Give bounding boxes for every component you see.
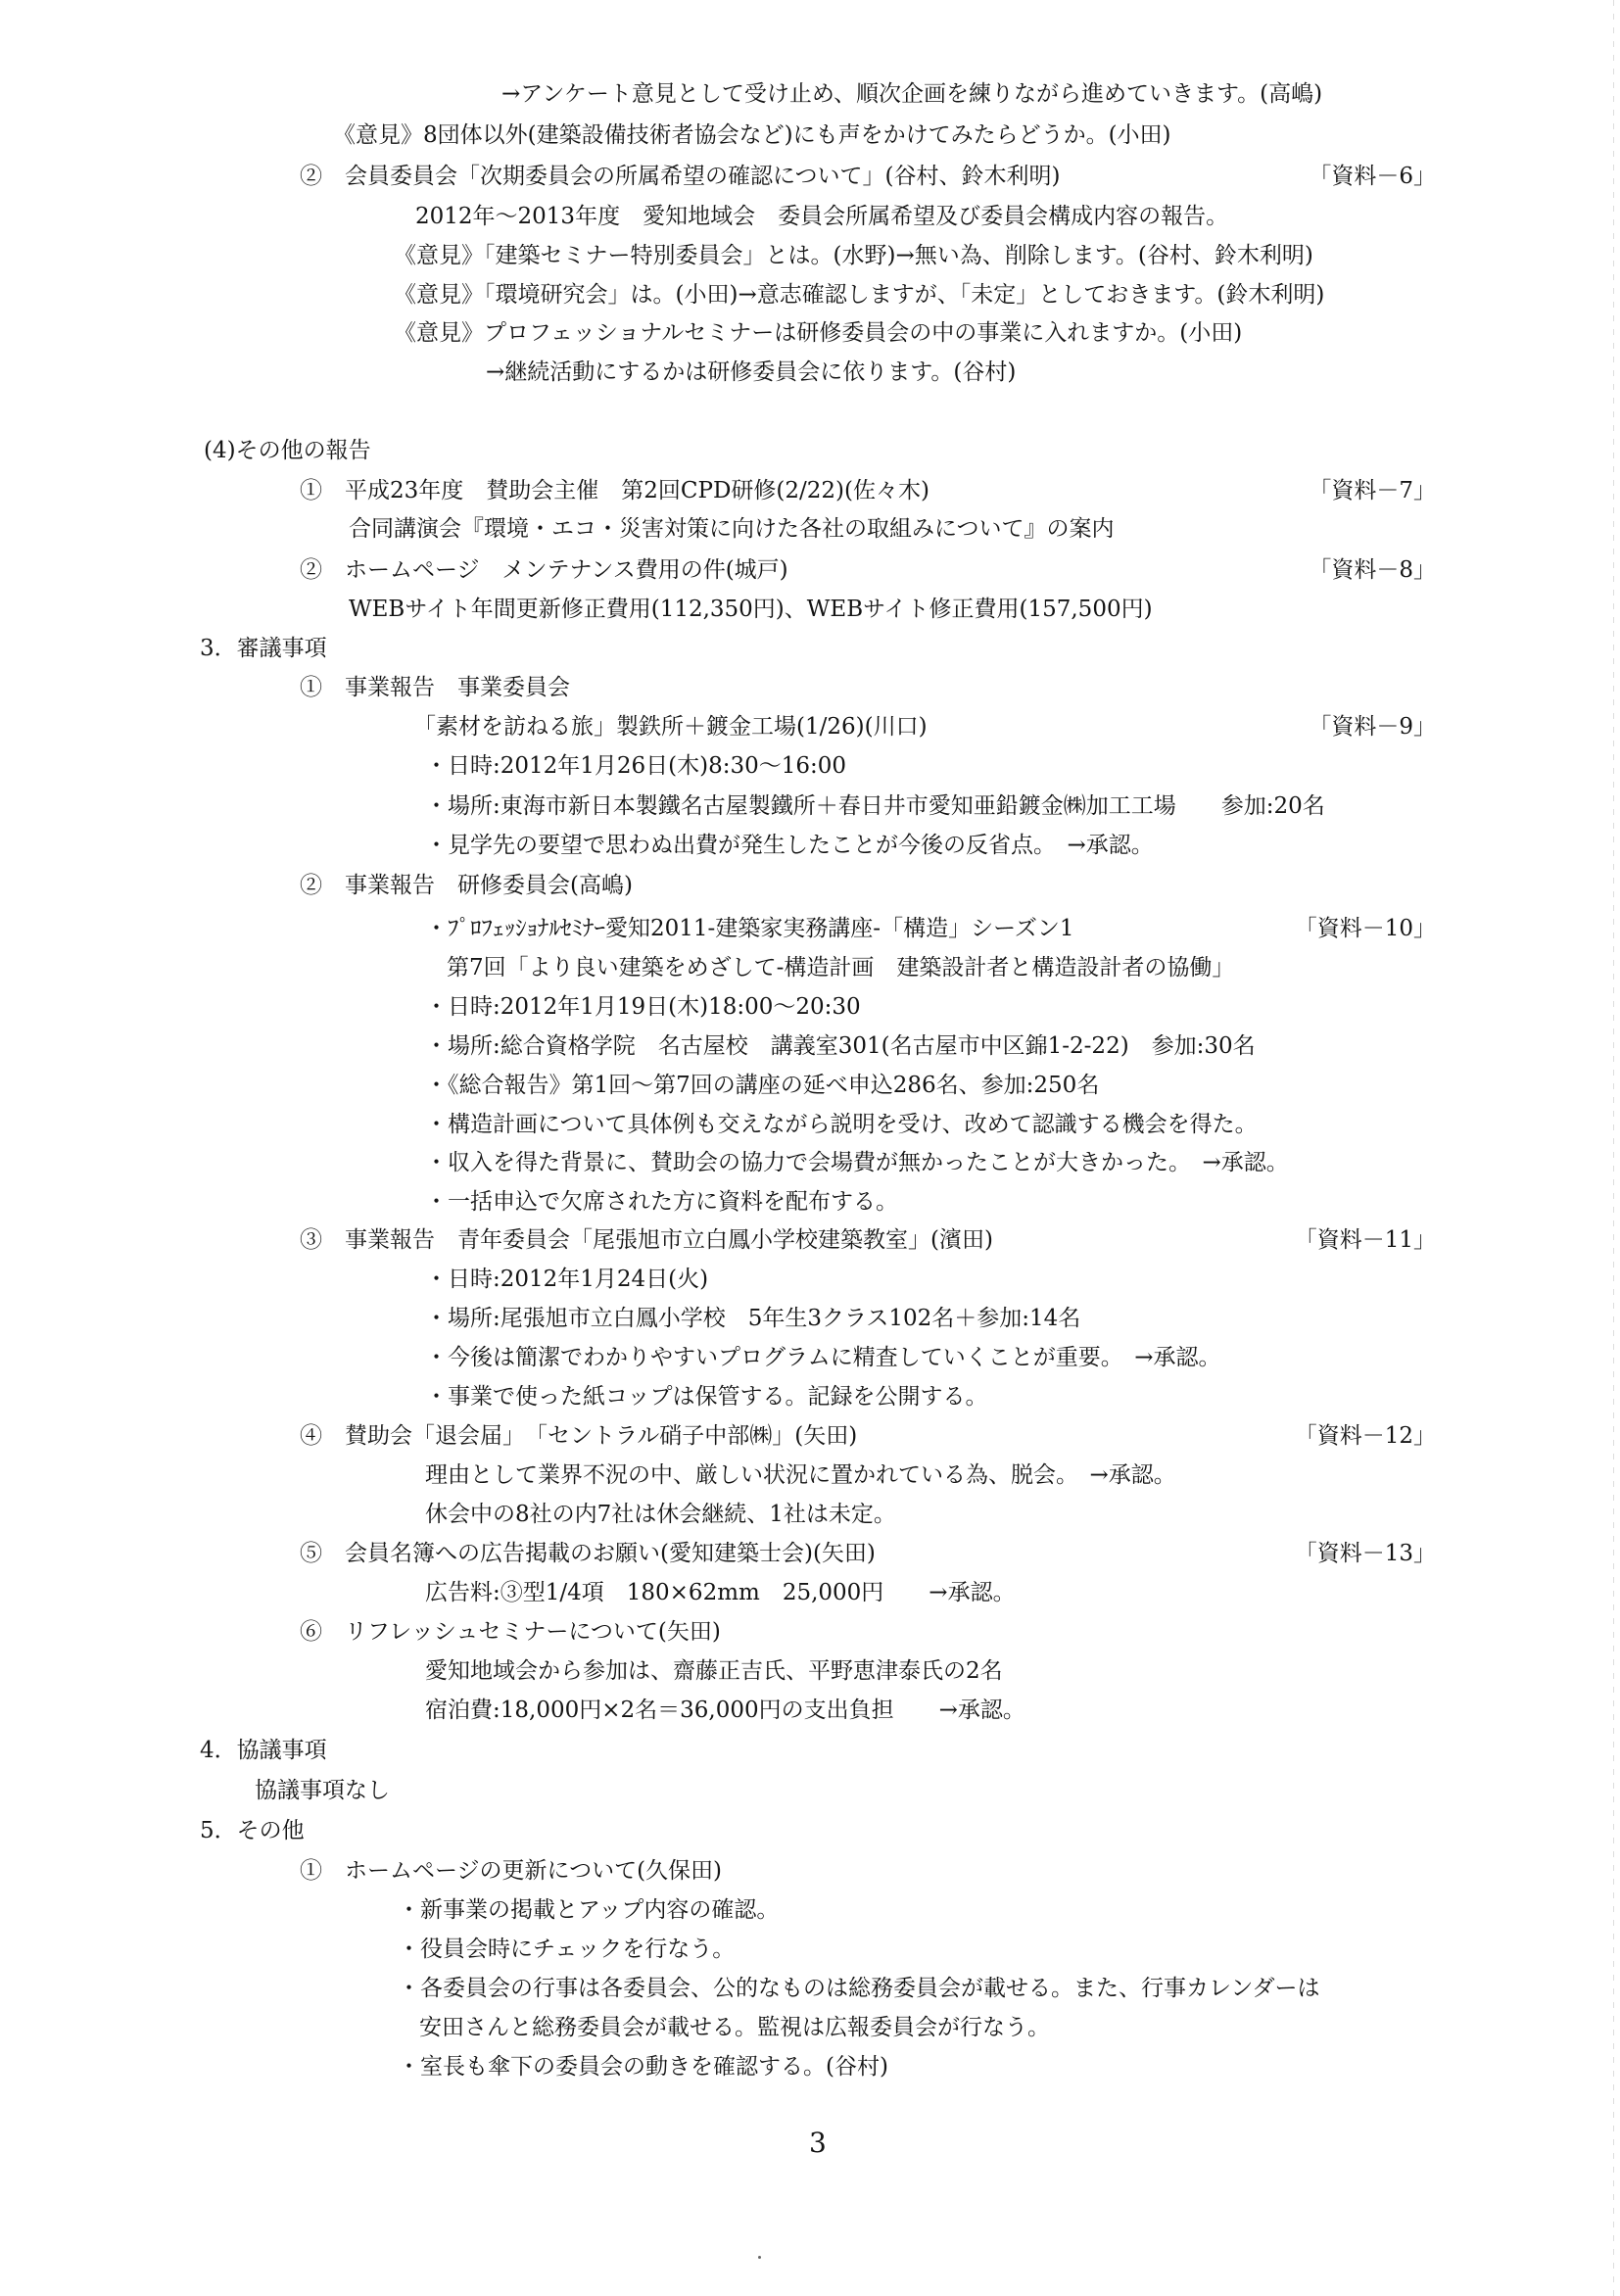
- minutes-line: 《意見》8団体以外(建築設備技術者協会など)にも声をかけてみたらどうか。(小田): [333, 122, 1171, 148]
- minutes-line: 安田さんと総務委員会が載せる。監視は広報委員会が行なう。: [419, 2015, 1050, 2040]
- minutes-line: ④ 賛助会「退会届」 「セントラル硝子中部㈱」(矢田): [300, 1423, 858, 1449]
- minutes-line: ・日時:2012年1月19日(木)18:00～20:30: [425, 994, 861, 1020]
- minutes-line: ② 事業報告 研修委員会(高嶋): [300, 873, 633, 898]
- minutes-line: 合同講演会『環境・エコ・災害対策に向けた各社の取組みについて』の案内: [349, 516, 1115, 542]
- document-reference: 「資料－12」: [1294, 1423, 1436, 1449]
- minutes-line: ・室長も傘下の委員会の動きを確認する。(谷村): [398, 2054, 888, 2080]
- scan-edge: [1613, 0, 1614, 2296]
- minutes-line: ・事業で使った紙コップは保管する。記録を公開する。: [425, 1384, 988, 1410]
- minutes-line: ・場所:東海市新日本製鐵名古屋製鐵所＋春日井市愛知亜鉛鍍金㈱加工工場 参加:20名: [425, 793, 1325, 819]
- minutes-line: 《意見》「建築セミナー特別委員会」とは。(水野)→無い為、削除します。(谷村、鈴木利明): [394, 243, 1313, 268]
- document-reference: 「資料－10」: [1294, 916, 1436, 941]
- minutes-line: 広告料:③型1/4項 180×62mm 25,000円 →承認。: [425, 1580, 1016, 1605]
- minutes-line: ① 平成23年度 賛助会主催 第2回CPD研修(2/22)(佐々木): [300, 478, 929, 503]
- minutes-line: ・今後は簡潔でわかりやすいプログラムに精査していくことが重要。 →承認。: [425, 1345, 1221, 1370]
- minutes-line: 宿泊費:18,000円×2名＝36,000円の支出負担 →承認。: [425, 1698, 1025, 1723]
- minutes-line: ・場所:尾張旭市立白鳳小学校 5年生3クラス102名＋参加:14名: [425, 1306, 1081, 1331]
- document-reference: 「資料－8」: [1309, 557, 1436, 583]
- minutes-line: ⑤ 会員名簿への広告掲載のお願い(愛知建築士会)(矢田): [300, 1541, 876, 1566]
- minutes-line: 《意見》「環境研究会」は。(小田)→意志確認しますが、「未定」としておきます。(鈴木利明): [394, 282, 1325, 308]
- minutes-line: ① ホームページの更新について(久保田): [300, 1858, 723, 1884]
- minutes-line: ③ 事業報告 青年委員会「尾張旭市立白鳳小学校建築教室」(濱田): [300, 1227, 993, 1253]
- page-number: 3: [809, 2127, 827, 2159]
- minutes-line: 「素材を訪ねる旅」製鉄所＋鍍金工場(1/26)(川口): [413, 714, 928, 740]
- minutes-line: ② ホームページ メンテナンス費用の件(城戸): [300, 557, 788, 583]
- minutes-line: (4)その他の報告: [204, 438, 371, 463]
- minutes-line: ・新事業の掲載とアップ内容の確認。: [398, 1897, 780, 1923]
- minutes-line: →継続活動にするかは研修委員会に依ります。(谷村): [486, 359, 1017, 385]
- minutes-line: ・各委員会の行事は各委員会、公的なものは総務委員会が載せる。また、行事カレンダーは: [398, 1976, 1320, 2001]
- minutes-line: 協議事項なし: [255, 1778, 390, 1803]
- minutes-line: WEBサイト年間更新修正費用(112,350円)、WEBサイト修正費用(157,500円): [349, 597, 1153, 622]
- document-reference: 「資料－9」: [1309, 714, 1436, 740]
- minutes-line: ・《総合報告》第1回～第7回の講座の延べ申込286名、参加:250名: [425, 1073, 1100, 1098]
- minutes-line: 5．その他: [200, 1818, 305, 1843]
- minutes-line: ・収入を得た背景に、賛助会の協力で会場費が無かったことが大きかった。 →承認。: [425, 1150, 1289, 1175]
- minutes-line: 理由として業界不況の中、厳しい状況に置かれている為、脱会。 →承認。: [425, 1462, 1176, 1488]
- scan-speck: [758, 2256, 761, 2259]
- document-reference: 「資料－13」: [1294, 1541, 1436, 1566]
- minutes-line: 《意見》プロフェッショナルセミナーは研修委員会の中の事業に入れますか。(小田): [394, 320, 1243, 346]
- document-reference: 「資料－11」: [1294, 1227, 1436, 1253]
- minutes-line: 4．協議事項: [200, 1738, 327, 1763]
- minutes-line: 3．審議事項: [200, 636, 327, 661]
- minutes-line: 休会中の8社の内7社は休会継続、1社は未定。: [425, 1502, 896, 1527]
- document-reference: 「資料－7」: [1309, 478, 1436, 503]
- minutes-line: ⑥ リフレッシュセミナーについて(矢田): [300, 1619, 721, 1645]
- minutes-line: ・日時:2012年1月26日(木)8:30～16:00: [425, 753, 847, 779]
- minutes-line: ・構造計画について具体例も交えながら説明を受け、改めて認識する機会を得た。: [425, 1112, 1258, 1137]
- minutes-line: 2012年～2013年度 愛知地域会 委員会所属希望及び委員会構成内容の報告。: [415, 204, 1229, 229]
- minutes-line: 第7回「より良い建築をめざして-構造計画 建築設計者と構造設計者の協働」: [447, 955, 1235, 981]
- minutes-line: ・ﾌﾟﾛﾌｪｯｼｮﾅﾙｾﾐﾅｰ愛知2011-建築家実務講座-「構造」シーズン1: [425, 916, 1074, 941]
- document-reference: 「資料－6」: [1309, 164, 1436, 189]
- minutes-line: →アンケート意見として受け止め、順次企画を練りながら進めていきます。(高嶋): [501, 81, 1323, 107]
- minutes-line: 愛知地域会から参加は、齋藤正吉氏、平野恵津泰氏の2名: [425, 1658, 1003, 1684]
- minutes-line: ・一括申込で欠席された方に資料を配布する。: [425, 1189, 898, 1215]
- minutes-line: ② 会員委員会「次期委員会の所属希望の確認について」(谷村、鈴木利明): [300, 164, 1061, 189]
- minutes-line: ・日時:2012年1月24日(火): [425, 1267, 709, 1292]
- minutes-line: ① 事業報告 事業委員会: [300, 675, 570, 700]
- minutes-line: ・場所:総合資格学院 名古屋校 講義室301(名古屋市中区錦1-2-22) 参加:30名: [425, 1033, 1256, 1059]
- minutes-line: ・役員会時にチェックを行なう。: [398, 1937, 736, 1962]
- minutes-line: ・見学先の要望で思わぬ出費が発生したことが今後の反省点。 →承認。: [425, 833, 1154, 858]
